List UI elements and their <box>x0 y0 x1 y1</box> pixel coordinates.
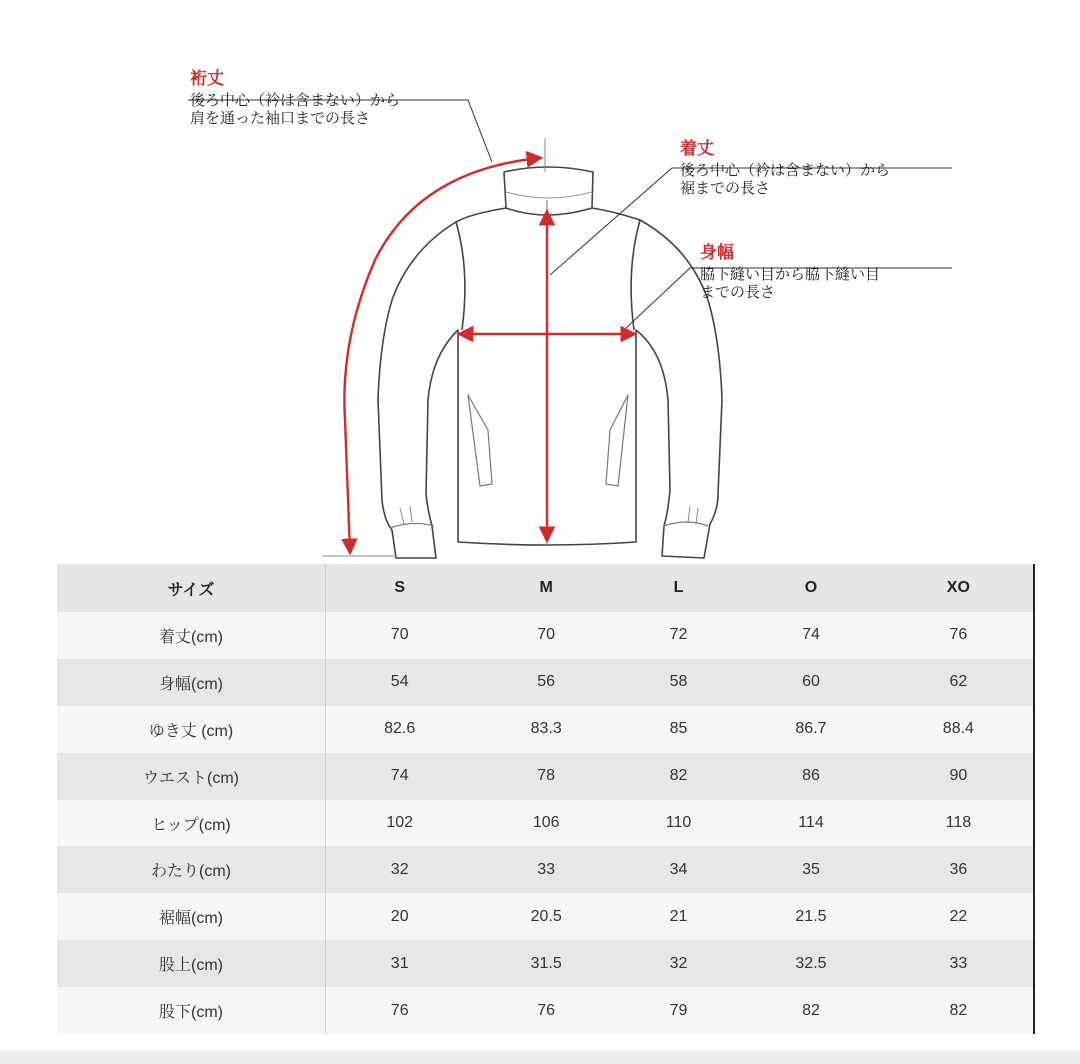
table-cell: 31.5 <box>473 940 619 987</box>
header-size-xo: XO <box>884 564 1034 612</box>
callout-yuki-title: 裄丈 <box>190 69 224 89</box>
header-size-label: サイズ <box>57 564 326 612</box>
callout-kitake <box>680 140 890 197</box>
table-cell: 79 <box>619 987 738 1034</box>
table-cell: 86.7 <box>738 706 884 753</box>
table-cell: 118 <box>884 800 1034 847</box>
table-cell: 76 <box>884 612 1034 659</box>
table-cell: 60 <box>738 659 884 706</box>
table-cell: 76 <box>326 987 474 1034</box>
table-cell: 32 <box>619 940 738 987</box>
table-cell: 36 <box>884 846 1034 893</box>
row-label: ゆき丈 (cm) <box>57 706 326 753</box>
table-cell: 82 <box>884 987 1034 1034</box>
yuki-arrow <box>344 158 540 552</box>
table-cell: 83.3 <box>473 706 619 753</box>
header-size-o: O <box>738 564 884 612</box>
jacket-outline <box>378 167 722 558</box>
table-cell: 21 <box>619 893 738 940</box>
callout-kitake-desc-2: 裾までの長さ <box>680 179 771 197</box>
table-cell: 33 <box>473 846 619 893</box>
table-cell: 78 <box>473 753 619 800</box>
table-cell: 34 <box>619 846 738 893</box>
table-cell: 90 <box>884 753 1034 800</box>
table-cell: 86 <box>738 753 884 800</box>
size-table <box>57 564 1035 1034</box>
size-table-header-row <box>57 564 1034 612</box>
table-cell: 88.4 <box>884 706 1034 753</box>
row-label: 着丈(cm) <box>57 612 326 659</box>
table-row <box>57 800 1034 847</box>
table-cell: 82.6 <box>326 706 474 753</box>
row-label: 身幅(cm) <box>57 659 326 706</box>
callout-yuki <box>190 70 400 127</box>
size-table-body <box>57 612 1034 1034</box>
table-cell: 22 <box>884 893 1034 940</box>
table-cell: 54 <box>326 659 474 706</box>
table-row <box>57 987 1034 1034</box>
callout-mihaba-desc-2: までの長さ <box>700 283 776 301</box>
table-cell: 35 <box>738 846 884 893</box>
row-label: わたり(cm) <box>57 846 326 893</box>
table-cell: 72 <box>619 612 738 659</box>
table-cell: 21.5 <box>738 893 884 940</box>
callout-kitake-title: 着丈 <box>680 139 714 159</box>
row-label: ヒップ(cm) <box>57 800 326 847</box>
size-table-container <box>57 564 1035 1034</box>
table-row <box>57 846 1034 893</box>
table-row <box>57 893 1034 940</box>
table-cell: 58 <box>619 659 738 706</box>
callout-yuki-desc-1: 後ろ中心（衿は含まない）から <box>190 91 401 109</box>
row-label: ウエスト(cm) <box>57 753 326 800</box>
table-row <box>57 706 1034 753</box>
callout-mihaba-desc-1: 脇下縫い目から脇下縫い目 <box>700 265 881 283</box>
table-cell: 110 <box>619 800 738 847</box>
callout-mihaba <box>700 244 880 301</box>
table-cell: 102 <box>326 800 474 847</box>
table-row <box>57 659 1034 706</box>
table-row <box>57 612 1034 659</box>
table-cell: 70 <box>473 612 619 659</box>
table-cell: 32 <box>326 846 474 893</box>
table-cell: 76 <box>473 987 619 1034</box>
table-cell: 74 <box>738 612 884 659</box>
table-cell: 106 <box>473 800 619 847</box>
table-cell: 70 <box>326 612 474 659</box>
row-label: 股上(cm) <box>57 940 326 987</box>
table-cell: 62 <box>884 659 1034 706</box>
callout-yuki-desc-2: 肩を通った袖口までの長さ <box>190 109 371 127</box>
table-cell: 33 <box>884 940 1034 987</box>
table-cell: 56 <box>473 659 619 706</box>
table-cell: 82 <box>738 987 884 1034</box>
table-cell: 31 <box>326 940 474 987</box>
callout-mihaba-title: 身幅 <box>700 243 734 263</box>
table-cell: 20 <box>326 893 474 940</box>
table-cell: 74 <box>326 753 474 800</box>
row-label: 裾幅(cm) <box>57 893 326 940</box>
bottom-bar <box>0 1050 1080 1064</box>
table-row <box>57 940 1034 987</box>
table-cell: 82 <box>619 753 738 800</box>
header-size-l: L <box>619 564 738 612</box>
table-cell: 85 <box>619 706 738 753</box>
table-cell: 114 <box>738 800 884 847</box>
row-label: 股下(cm) <box>57 987 326 1034</box>
callout-kitake-desc-1: 後ろ中心（衿は含まない）から <box>680 161 891 179</box>
header-size-m: M <box>473 564 619 612</box>
table-cell: 20.5 <box>473 893 619 940</box>
header-size-s: S <box>326 564 474 612</box>
table-row <box>57 753 1034 800</box>
table-cell: 32.5 <box>738 940 884 987</box>
